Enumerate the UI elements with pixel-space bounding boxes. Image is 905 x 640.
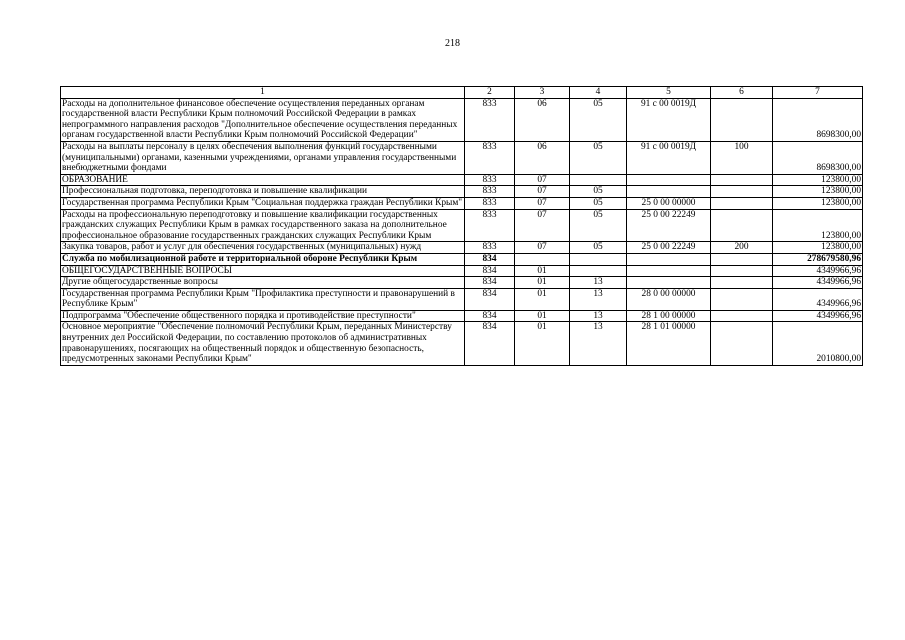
table-row	[61, 209, 863, 242]
row-code-cell: 01	[515, 322, 570, 365]
row-code-cell: 25 0 00 22249	[627, 242, 711, 254]
row-name-cell: ОБЩЕГОСУДАРСТВЕННЫЕ ВОПРОСЫ	[61, 265, 465, 277]
row-name-cell: Закупка товаров, работ и услуг для обеспечения государственных (муниципальных) нужд	[61, 242, 465, 254]
row-code-cell: 28 0 00 00000	[627, 288, 711, 310]
table-row	[61, 242, 863, 254]
row-amount-cell: 123800,00	[773, 242, 863, 254]
row-amount-cell: 123800,00	[773, 174, 863, 186]
row-name-cell: Государственная программа Республики Крым "Профилактика преступности и правонарушений в Республике Крым"	[61, 288, 465, 310]
row-code-cell	[711, 186, 773, 198]
row-code-cell	[711, 253, 773, 265]
row-code-cell: 833	[465, 174, 515, 186]
table-row	[61, 277, 863, 289]
table-row	[61, 197, 863, 209]
row-code-cell	[627, 265, 711, 277]
row-code-cell: 200	[711, 242, 773, 254]
row-code-cell: 01	[515, 288, 570, 310]
row-code-cell	[570, 253, 627, 265]
header-cell: 3	[515, 87, 570, 99]
row-name-cell: Служба по мобилизационной работе и территориальной обороне Республики Крым	[61, 253, 465, 265]
table-row	[61, 288, 863, 310]
table-row	[61, 98, 863, 141]
row-code-cell: 05	[570, 186, 627, 198]
row-code-cell: 07	[515, 186, 570, 198]
row-name-cell: Расходы на дополнительное финансовое обеспечение осуществления переданных органам государственной власти Республики Крым полномочий Российской Федерации в рамках непрограммного направления расходов "Дополнительное обеспечение осуществления переданных органам государственной власти Республики Крым полномочий Российской Федерации"	[61, 98, 465, 141]
row-code-cell: 91 с 00 0019Д	[627, 141, 711, 174]
table-row	[61, 322, 863, 365]
row-code-cell: 833	[465, 197, 515, 209]
table-row	[61, 186, 863, 198]
table-row	[61, 310, 863, 322]
row-code-cell	[627, 277, 711, 289]
row-amount-cell: 278679580,96	[773, 253, 863, 265]
row-code-cell: 833	[465, 209, 515, 242]
row-amount-cell: 4349966,96	[773, 277, 863, 289]
row-code-cell: 13	[570, 322, 627, 365]
row-code-cell: 13	[570, 277, 627, 289]
row-code-cell	[627, 186, 711, 198]
row-code-cell	[711, 174, 773, 186]
row-code-cell	[627, 253, 711, 265]
row-amount-cell: 123800,00	[773, 197, 863, 209]
row-code-cell	[711, 288, 773, 310]
row-code-cell	[711, 277, 773, 289]
row-code-cell: 28 1 00 00000	[627, 310, 711, 322]
header-cell: 1	[61, 87, 465, 99]
row-amount-cell: 123800,00	[773, 209, 863, 242]
row-code-cell: 100	[711, 141, 773, 174]
row-code-cell	[711, 197, 773, 209]
row-name-cell: Расходы на профессиональную переподготовку и повышение квалификации государственных гражданских служащих Республики Крым в рамках государственного заказа на дополнительное профессиональное образование государственных гражданских служащих Республики Крым	[61, 209, 465, 242]
row-amount-cell: 123800,00	[773, 186, 863, 198]
row-name-cell: Основное мероприятие "Обеспечение полномочий Республики Крым, переданных Министерству внутренних дел Российской Федерации, по составлению протоколов об административных правонарушениях, посягающих на общественный порядок и общественную безопасность, предусмотренных законами Республики Крым"	[61, 322, 465, 365]
table-row	[61, 174, 863, 186]
row-code-cell: 01	[515, 277, 570, 289]
row-name-cell: ОБРАЗОВАНИЕ	[61, 174, 465, 186]
row-name-cell: Подпрограмма "Обеспечение общественного порядка и противодействие преступности"	[61, 310, 465, 322]
table-header-row	[61, 87, 863, 99]
row-code-cell: 05	[570, 197, 627, 209]
row-code-cell: 833	[465, 141, 515, 174]
header-cell: 4	[570, 87, 627, 99]
row-code-cell: 01	[515, 265, 570, 277]
row-code-cell: 25 0 00 22249	[627, 209, 711, 242]
header-cell: 7	[773, 87, 863, 99]
row-code-cell: 834	[465, 277, 515, 289]
row-code-cell: 05	[570, 98, 627, 141]
row-name-cell: Расходы на выплаты персоналу в целях обеспечения выполнения функций государственными (муниципальными) органами, казенными учреждениями, органами управления государственными внебюджетными фондами	[61, 141, 465, 174]
row-code-cell: 01	[515, 310, 570, 322]
table-row	[61, 265, 863, 277]
row-code-cell: 28 1 01 00000	[627, 322, 711, 365]
row-code-cell	[711, 209, 773, 242]
row-code-cell: 13	[570, 310, 627, 322]
table-row	[61, 141, 863, 174]
row-code-cell	[627, 174, 711, 186]
page-number: 218	[445, 38, 460, 49]
row-code-cell: 07	[515, 209, 570, 242]
row-name-cell: Профессиональная подготовка, переподготовка и повышение квалификации	[61, 186, 465, 198]
row-code-cell: 05	[570, 209, 627, 242]
row-amount-cell: 4349966,96	[773, 288, 863, 310]
row-code-cell: 06	[515, 98, 570, 141]
row-code-cell	[711, 265, 773, 277]
row-code-cell: 25 0 00 00000	[627, 197, 711, 209]
row-code-cell: 833	[465, 98, 515, 141]
row-code-cell	[515, 253, 570, 265]
row-amount-cell: 2010800,00	[773, 322, 863, 365]
row-code-cell: 06	[515, 141, 570, 174]
row-code-cell	[711, 322, 773, 365]
row-code-cell: 05	[570, 141, 627, 174]
row-code-cell	[711, 310, 773, 322]
row-code-cell: 91 с 00 0019Д	[627, 98, 711, 141]
row-code-cell	[570, 174, 627, 186]
row-code-cell	[711, 98, 773, 141]
row-code-cell: 833	[465, 186, 515, 198]
row-code-cell: 834	[465, 310, 515, 322]
row-amount-cell: 4349966,96	[773, 310, 863, 322]
row-amount-cell: 8698300,00	[773, 98, 863, 141]
budget-table	[60, 86, 863, 366]
row-code-cell: 13	[570, 288, 627, 310]
row-code-cell: 834	[465, 265, 515, 277]
table-row	[61, 253, 863, 265]
row-code-cell: 07	[515, 174, 570, 186]
row-name-cell: Другие общегосударственные вопросы	[61, 277, 465, 289]
row-code-cell: 833	[465, 242, 515, 254]
row-amount-cell: 4349966,96	[773, 265, 863, 277]
row-code-cell: 834	[465, 288, 515, 310]
row-code-cell: 834	[465, 253, 515, 265]
row-code-cell: 834	[465, 322, 515, 365]
row-amount-cell: 8698300,00	[773, 141, 863, 174]
header-cell: 6	[711, 87, 773, 99]
header-cell: 2	[465, 87, 515, 99]
row-code-cell: 07	[515, 197, 570, 209]
row-code-cell: 07	[515, 242, 570, 254]
row-code-cell: 05	[570, 242, 627, 254]
header-cell: 5	[627, 87, 711, 99]
row-code-cell	[570, 265, 627, 277]
row-name-cell: Государственная программа Республики Крым "Социальная поддержка граждан Республики Крым"	[61, 197, 465, 209]
